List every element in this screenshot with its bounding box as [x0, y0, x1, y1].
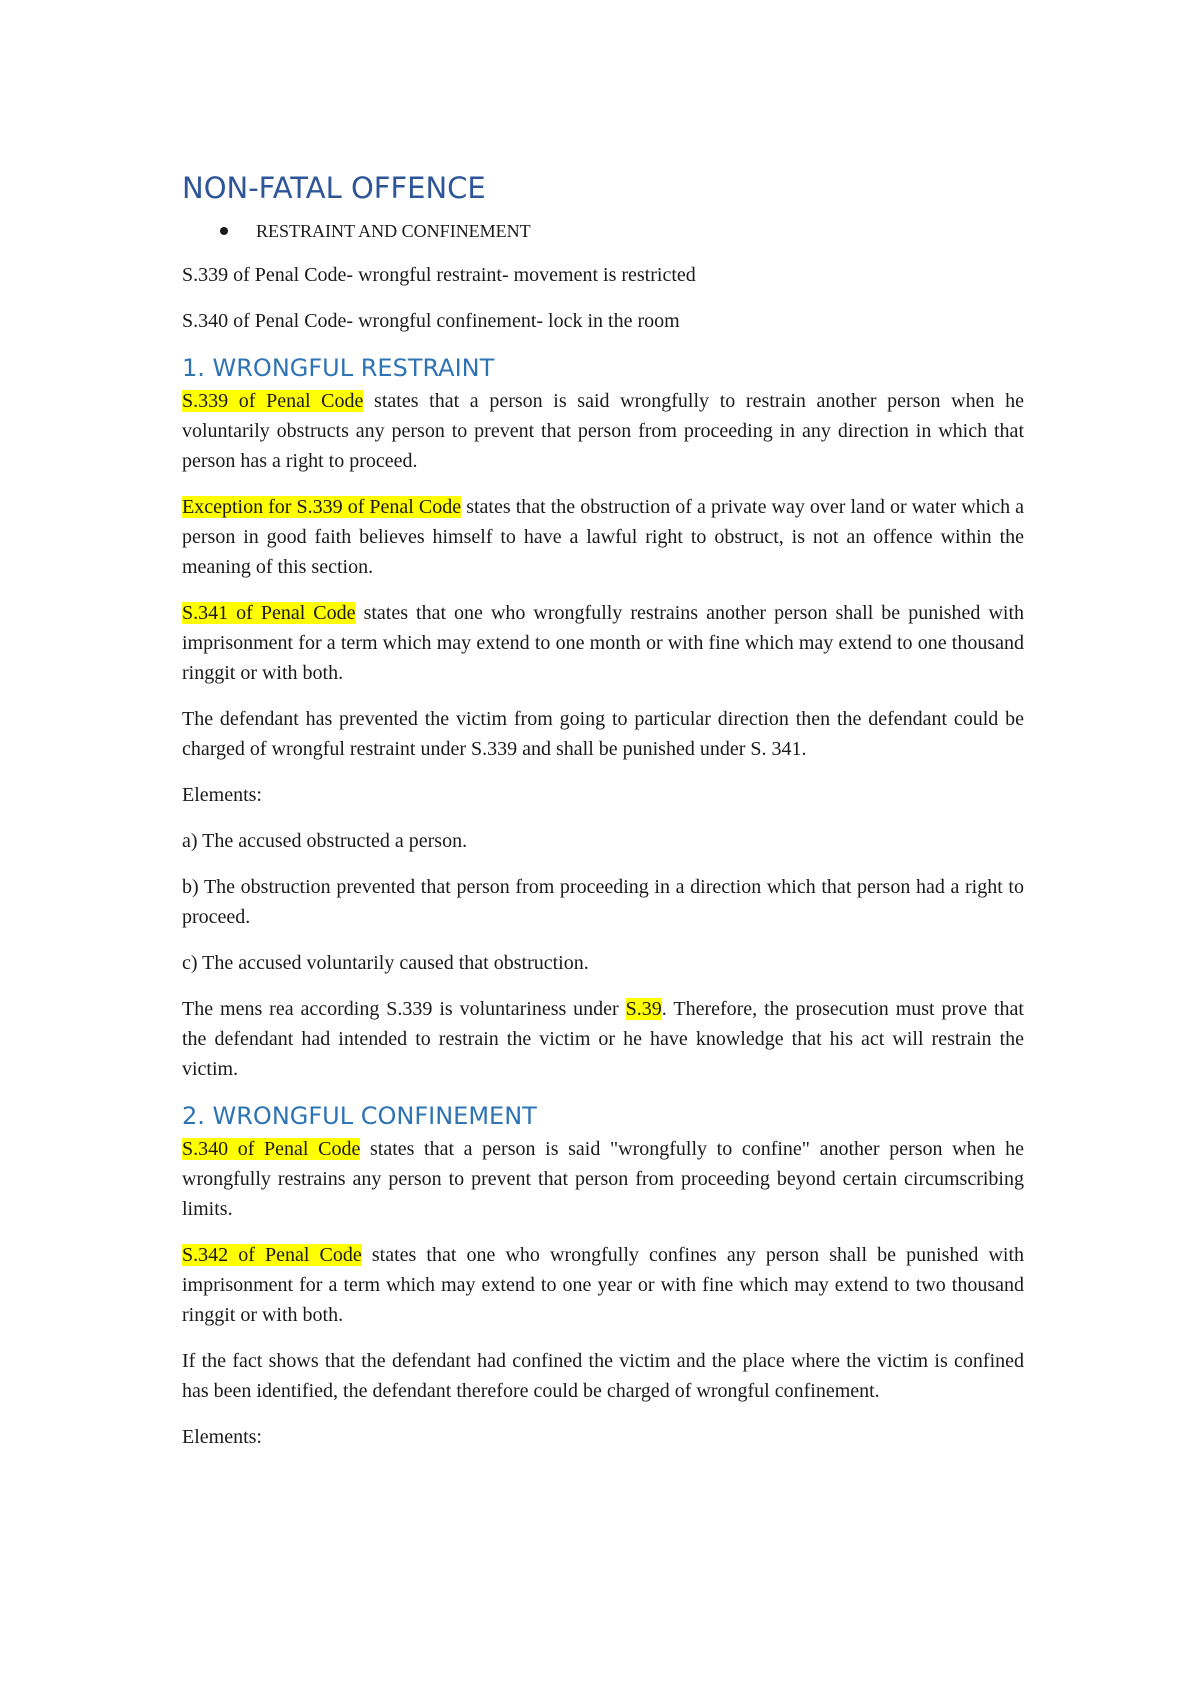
section-heading-confinement: 2. WRONGFUL CONFINEMENT — [182, 1102, 537, 1130]
paragraph-text: states that a person is said wrongfully to restrain another person when he voluntarily obstructs any person to prevent that person from proceeding in any direction in which that person has a right to proceed. — [182, 390, 1024, 472]
highlighted-citation: S.342 of Penal Code — [182, 1244, 362, 1266]
highlighted-citation: Exception for S.339 of Penal Code — [182, 496, 462, 518]
bullet-text: RESTRAINT AND CONFINEMENT — [256, 221, 531, 241]
paragraph-s339 — [182, 386, 1024, 476]
element-item-a: a) The accused obstructed a person. — [182, 830, 468, 852]
paragraph-defendant-confinement: If the fact shows that the defendant had confined the victim and the place where the victim is confined has been identified, the defendant therefore could be charged of wrongful confinement. — [182, 1350, 1024, 1402]
paragraph-s340 — [182, 1134, 1024, 1224]
element-item-c: c) The accused voluntarily caused that obstruction. — [182, 952, 589, 974]
bullet-icon — [220, 227, 228, 235]
highlighted-citation: S.340 of Penal Code — [182, 1138, 361, 1160]
paragraph-text: states that one who wrongfully confines any person shall be punished with imprisonment for a term which may extend to one year or with fine which may extend to two thousand ringgit or with both. — [182, 1244, 1024, 1326]
summary-line-confinement: S.340 of Penal Code- wrongful confinement- lock in the room — [182, 310, 680, 332]
paragraph-s342 — [182, 1240, 1024, 1330]
paragraph-text: The mens rea according S.339 is voluntariness under — [182, 998, 626, 1020]
page-title: NON-FATAL OFFENCE — [182, 171, 486, 205]
paragraph-defendant-restraint: The defendant has prevented the victim from going to particular direction then the defendant could be charged of wrongful restraint under S.339 and shall be punished under S. 341. — [182, 708, 1024, 760]
section-heading-restraint: 1. WRONGFUL RESTRAINT — [182, 354, 495, 382]
paragraph-text: states that one who wrongfully restrains another person shall be punished with imprisonment for a term which may extend to one month or with fine which may extend to one thousand ringgit or with both. — [182, 602, 1024, 684]
paragraph-text: states that a person is said "wrongfully to confine" another person when he wrongfully restrains any person to prevent that person from proceeding beyond certain circumscribing limits. — [182, 1138, 1024, 1220]
highlighted-citation: S.341 of Penal Code — [182, 602, 356, 624]
paragraph-s339-exception — [182, 492, 1024, 582]
element-item-b: b) The obstruction prevented that person from proceeding in a direction which that person had a right to proceed. — [182, 876, 1024, 928]
bullet-item — [182, 216, 1024, 246]
elements-label: Elements: — [182, 1426, 262, 1448]
elements-label: Elements: — [182, 784, 262, 806]
paragraph-s341 — [182, 598, 1024, 688]
paragraph-text: states that the obstruction of a private way over land or water which a person in good faith believes himself to have a lawful right to obstruct, is not an offence within the meaning of this section. — [182, 496, 1025, 578]
paragraph-text: . Therefore, the prosecution must prove that the defendant had intended to restrain the victim or he have knowledge that his act will restrain the victim. — [182, 998, 1024, 1080]
paragraph-mens-rea — [182, 994, 1024, 1084]
summary-line-restraint: S.339 of Penal Code- wrongful restraint- movement is restricted — [182, 264, 696, 286]
highlighted-citation: S.39 — [625, 998, 662, 1020]
highlighted-citation: S.339 of Penal Code — [182, 390, 364, 412]
document-body — [182, 168, 1024, 1468]
